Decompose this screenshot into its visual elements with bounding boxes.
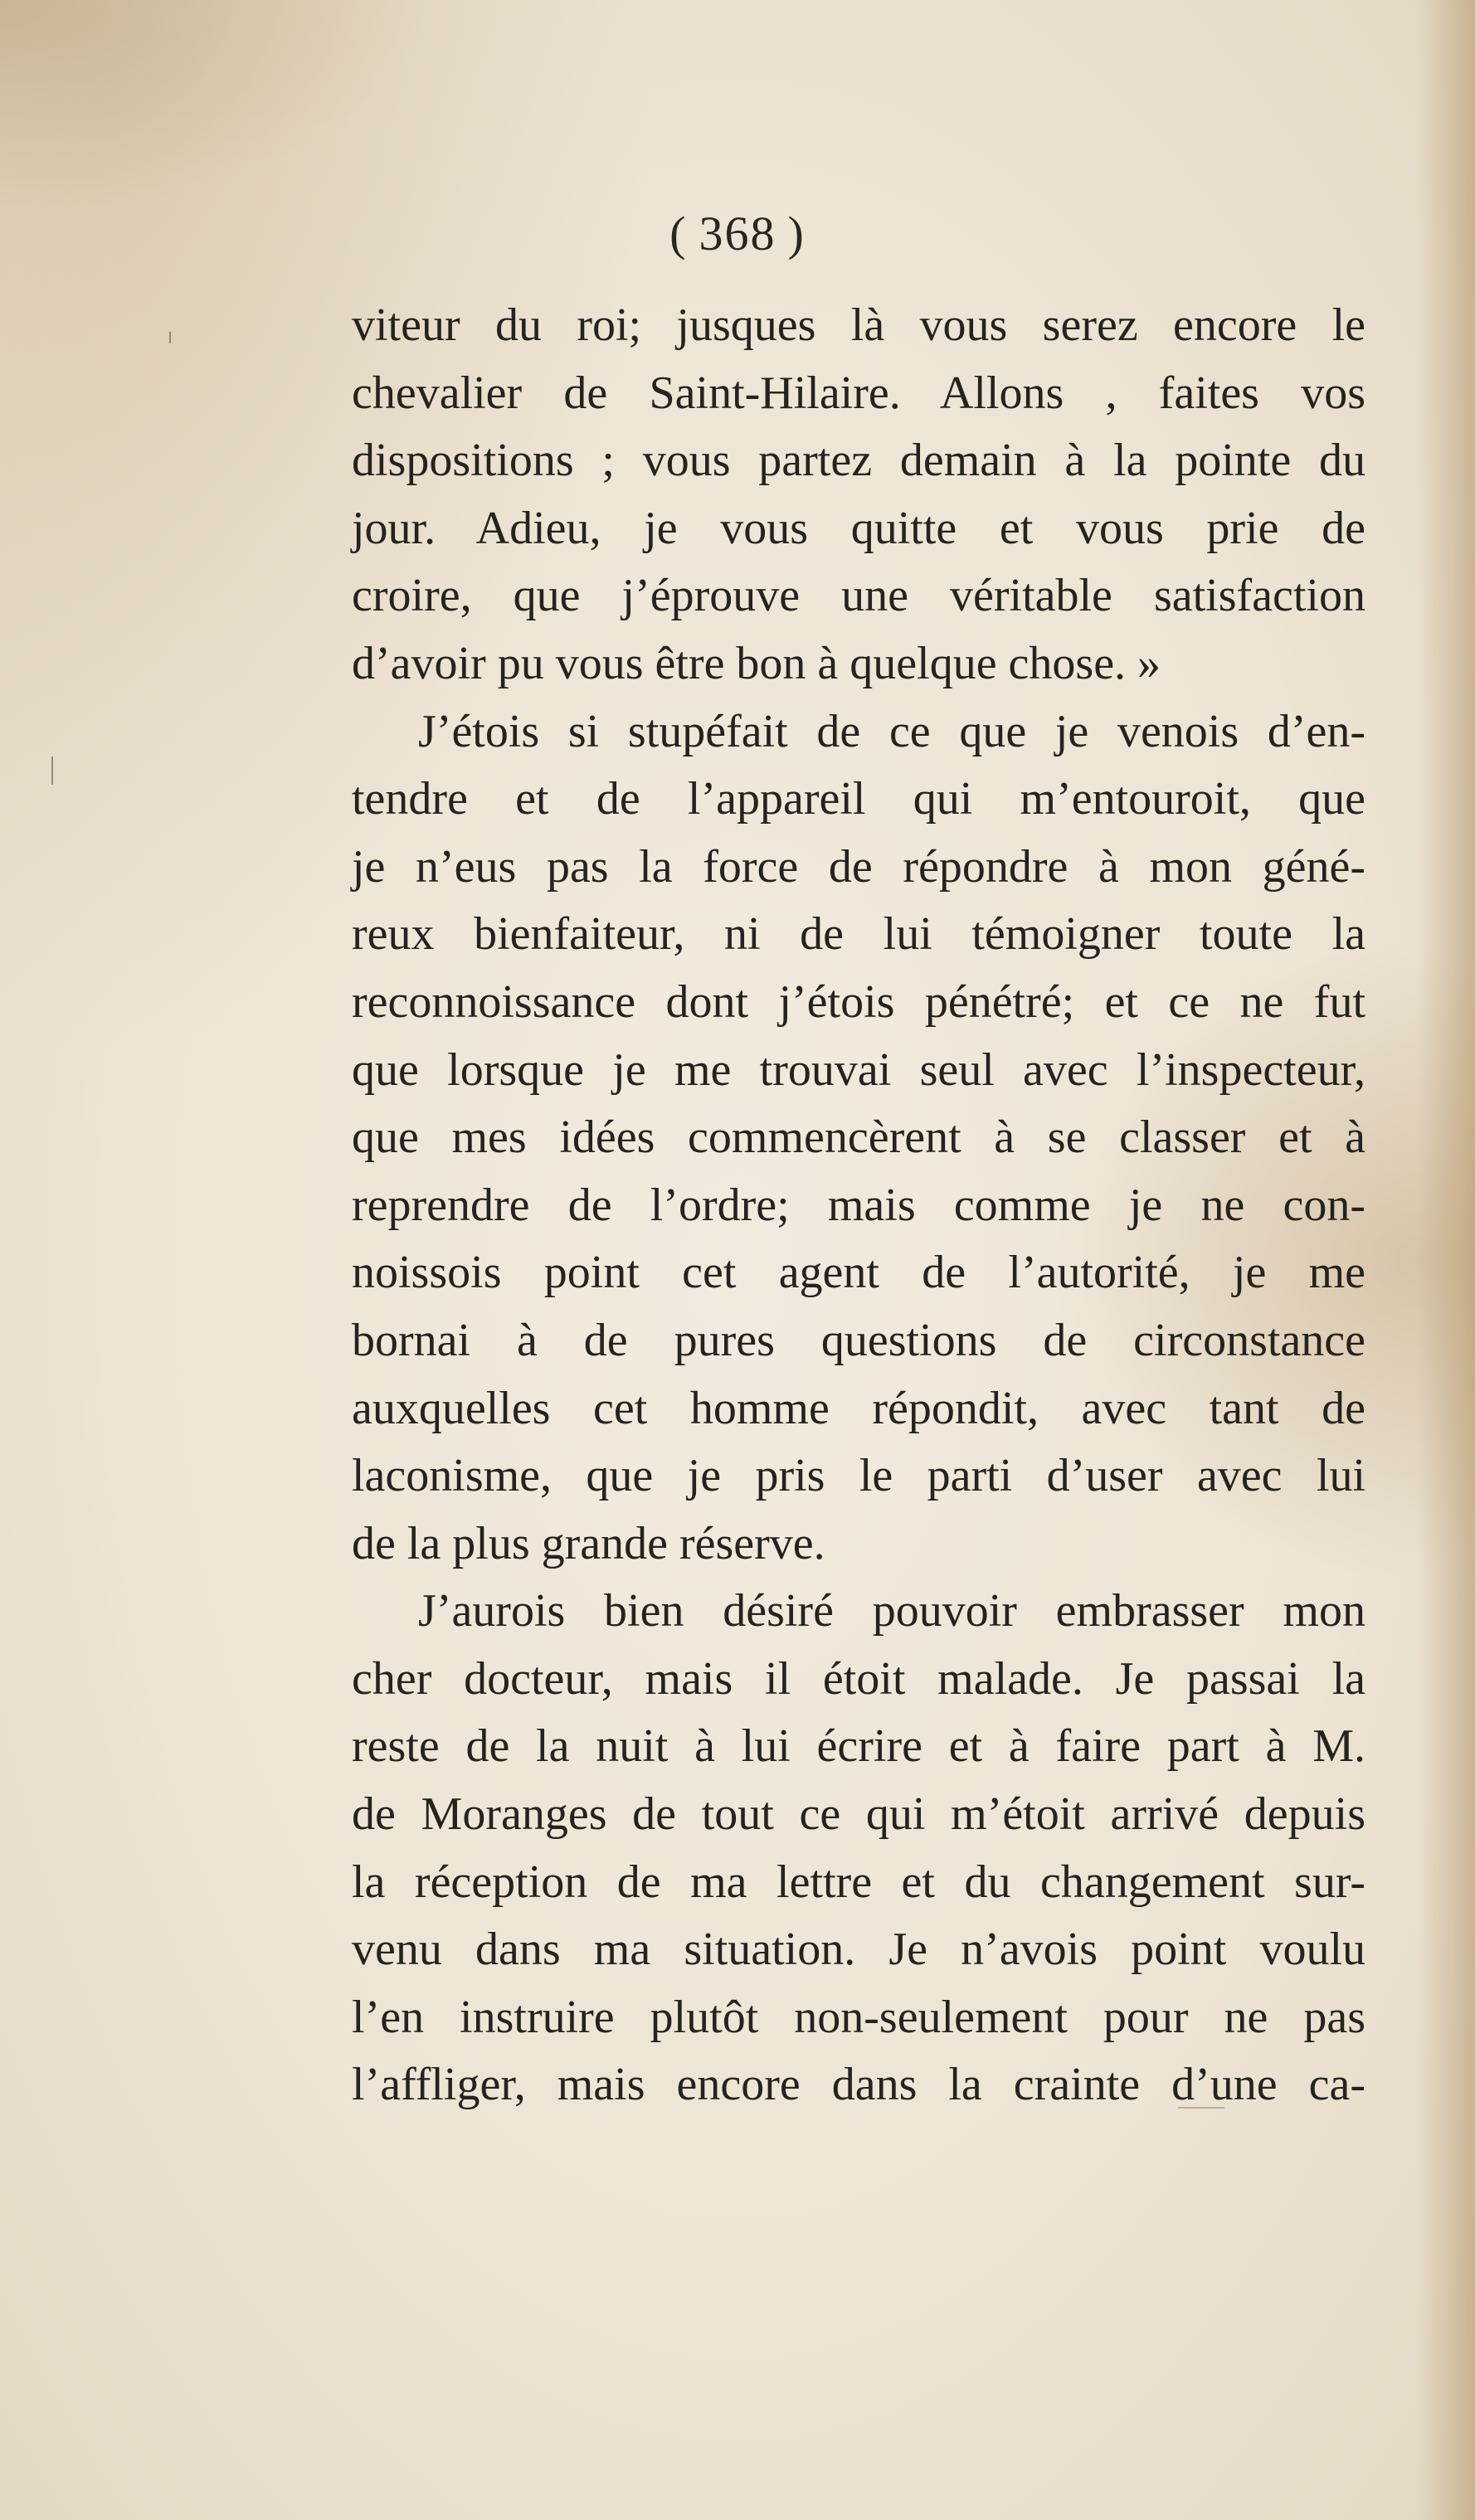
text-line: l’affliger, mais encore dans la crainte d’une ca- [352,2059,1365,2111]
text-line: l’en instruire plutôt non-seulement pour ne pas [352,1991,1365,2043]
body-text [352,292,1365,2119]
text-line: laconisme, que je pris le parti d’user avec lui [352,1450,1365,1502]
ink-flourish [1178,2107,1224,2109]
text-line: de la plus grande réserve. [352,1517,825,1569]
text-line: d’avoir pu vous être bon à quelque chose. » [352,637,1161,689]
text-line: jour. Adieu, je vous quitte et vous prie de [352,502,1365,554]
text-line: la réception de ma lettre et du changement sur- [352,1856,1365,1908]
page-number: 368 [699,207,776,260]
text-line: reprendre de l’ordre; mais comme je ne con- [352,1179,1365,1231]
text-line: venu dans ma situation. Je n’avois point voulu [352,1924,1365,1976]
text-line: croire, que j’éprouve une véritable satisfaction [352,570,1365,622]
text-line: reste de la nuit à lui écrire et à faire part à M. [352,1720,1365,1773]
margin-mark [169,332,171,343]
text-line: reux bienfaiteur, ni de lui témoigner toute la [352,908,1365,961]
text-line: que mes idées commencèrent à se classer et à [352,1112,1365,1164]
text-line: J’étois si stupéfait de ce que je venois d’en- [418,705,1365,757]
text-line: que lorsque je me trouvai seul avec l’inspecteur, [352,1044,1365,1096]
text-line: noissois point cet agent de l’autorité, je me [352,1247,1365,1299]
text-line: cher docteur, mais il étoit malade. Je passai la [352,1652,1365,1705]
text-line: chevalier de Saint-Hilaire. Allons , faites vos [352,367,1365,419]
text-line: je n’eus pas la force de répondre à mon géné- [352,840,1365,893]
text-line: auxquelles cet homme répondit, avec tant de [352,1382,1365,1434]
text-line: dispositions ; vous partez demain à la pointe du [352,435,1365,487]
open-paren: ( [669,207,688,260]
text-line: J’aurois bien désiré pouvoir embrasser mon [418,1585,1365,1637]
close-paren: ) [787,207,806,260]
text-line: reconnoissance dont j’étois pénétré; et ce ne fut [352,975,1365,1028]
paper-stain [0,0,431,216]
text-line: tendre et de l’appareil qui m’entouroit, que [352,773,1365,825]
margin-mark [51,756,53,785]
page-edge-discoloration [1417,0,1475,2520]
page-header [0,206,1475,261]
text-line: viteur du roi; jusques là vous serez encore le [352,299,1365,351]
text-line: bornai à de pures questions de circonstance [352,1314,1365,1366]
text-line: de Moranges de tout ce qui m’étoit arrivé depuis [352,1788,1365,1841]
